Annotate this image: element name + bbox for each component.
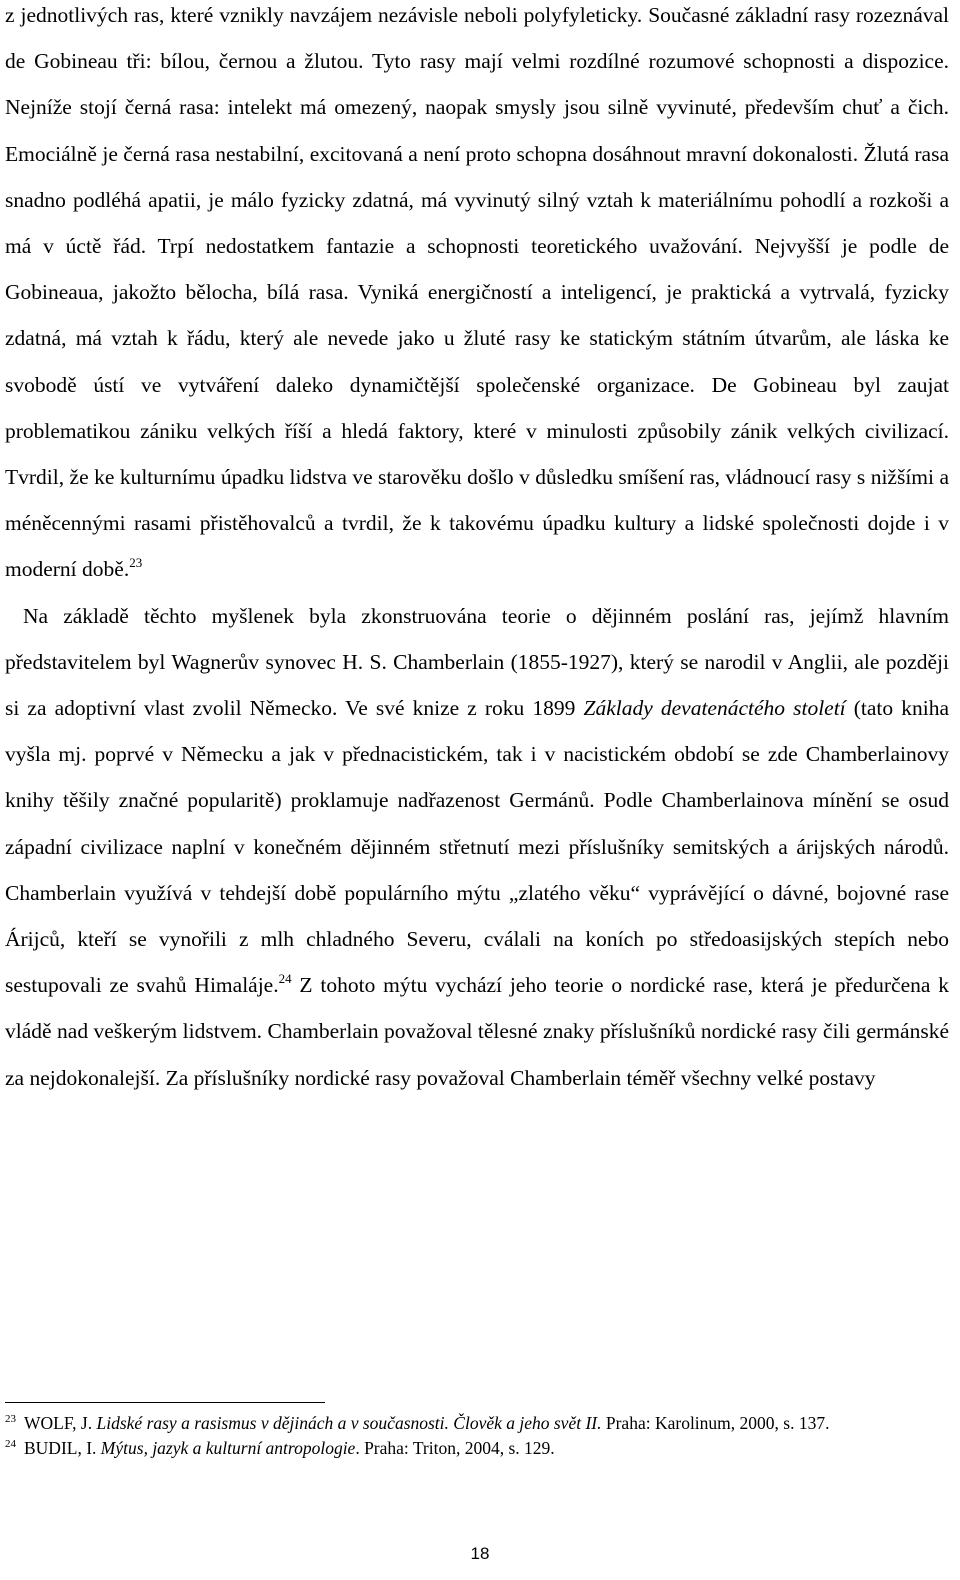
footnote-author: BUDIL, I. (24, 1438, 101, 1458)
paragraph-1-text: z jednotlivých ras, které vznikly navzájem nezávisle neboli polyfyleticky. Současné základní rasy rozeznával de Gobineau tři: bílou, černou a žlutou. Tyto rasy mají velmi rozdílné rozumové schopnosti a dispozice. Nejníže stojí černá rasa: intelekt má omezený, naopak smysly jsou silně vyvinuté, především chuť a čich. Emociálně je černá rasa nestabilní, excitovaná a není proto schopna dosáhnout mravní dokonalosti. Žlutá rasa snadno podléhá apatii, je málo fyzicky zdatná, má vyvinutý silný vztah k materiálnímu pohodlí a rozkoši a má v úctě řád. Trpí nedostatkem fantazie a schopnosti teoretického uvažování. Nejvyšší je podle de Gobineaua, jakožto bělocha, bílá rasa. Vyniká energičností a inteligencí, je praktická a vytrvalá, fyzicky zdatná, má vztah k řádu, který ale nevede jako u žluté rasy ke statickým státním útvarům, ale láska ke svobodě ústí ve vytváření daleko dynamičtější společenské organizace. De Gobineau byl zaujat problematikou zániku velkých říší a hledá faktory, které v minulosti způsobily zánik velkých civilizací. Tvrdil, že ke kulturnímu úpadku lidstva ve starověku došlo v důsledku smíšení ras, vládnoucí rasy s nižšími a méněcennými rasami přistěhovalců a tvrdil, že k takovému úpadku kultury a lidské společnosti dojde i v moderní době. (5, 3, 949, 582)
paragraph-2-text-c: Z tohoto mýtu vychází jeho teorie o nordické rase, která je předurčena k vládě nad veškerým lidstvem. Chamberlain považoval tělesné znaky příslušníků nordické rasy čili germánské za nejdokonalejší. Za příslušníky nordické rasy považoval Chamberlain téměř všechny velké postavy (5, 973, 949, 1090)
page-number: 18 (470, 1544, 490, 1563)
paragraph-2-text-b: (tato kniha vyšla mj. poprvé v Německu a jak v přednacistickém, tak i v nacistickém období se zde Chamberlainovy knihy těšily značné popularitě) proklamuje nadřazenost Germánů. Podle Chamberlainova mínění se osud západní civilizace naplní v konečném dějinném střetnutí mezi příslušníky semitských a árijských národů. Chamberlain využívá v tehdejší době populárního mýtu „zlatého věku“ vyprávějící o dávné, bojovné rase Árijců, kteří se vynořili z mlh chladného Severu, cválali na koních po středoasijských stepích nebo sestupovali ze svahů Himaláje. (5, 696, 949, 998)
footnote-ref-24[interactable]: 24 (278, 971, 292, 987)
footnote-ref-23[interactable]: 23 (129, 555, 143, 571)
footnote-publisher: . Praha: Triton, 2004, s. 129. (355, 1438, 555, 1458)
footnotes (5, 1412, 949, 1462)
footnote-number: 24 (5, 1438, 16, 1450)
paragraph-2 (5, 593, 949, 1101)
footnote-24 (5, 1437, 949, 1460)
book-title-italic: Základy devatenáctého století (583, 696, 846, 721)
footnote-number: 23 (5, 1413, 16, 1425)
footnote-publisher: Praha: Karolinum, 2000, s. 137. (601, 1413, 830, 1433)
footnote-title: Mýtus, jazyk a kulturní antropologie (100, 1438, 356, 1458)
body-text (5, 0, 949, 1101)
paragraph-2-text-a: Na základě těchto myšlenek byla zkonstruována teorie o dějinném poslání ras, jejímž hlavním představitelem byl Wagnerův synovec H. S. Chamberlain (1855-1927), který se narodil v Anglii, ale později si za adoptivní vlast zvolil Německo. Ve své knize z roku 1899 (5, 603, 949, 721)
footnote-separator (5, 1402, 325, 1403)
paragraph-1 (5, 0, 949, 593)
footnote-author: WOLF, J. (24, 1413, 97, 1433)
footnote-23 (5, 1412, 949, 1435)
footnote-title: Lidské rasy a rasismus v dějinách a v současnosti. Člověk a jeho svět II. (96, 1413, 602, 1433)
